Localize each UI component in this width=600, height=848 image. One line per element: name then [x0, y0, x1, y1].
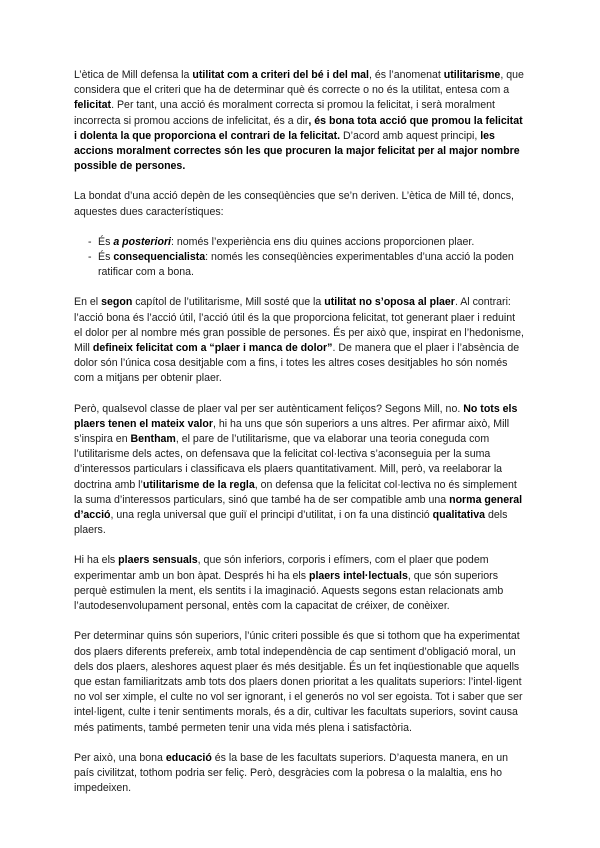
- list-bullet: -: [88, 235, 92, 248]
- paragraph-utilitarisme: L’ètica de Mill defensa la utilitat com a criteri del bé i del mal, és l’anomenat utilitarisme, que considera que el criteri que ha de determinar què és correcte o no és la utilitat, entesa com a felicitat. Per tant, una acció és moralment correcta si promou la felicitat, i serà moralment incorrecta si promou accions de infelicitat, és a dir, és bona tota acció que promou la felicitat i dolenta la que proporciona el contrari de la felicitat. D’acord amb aquest principi, les accions moralment correctes són les que procuren la major felicitat per al major nombre possible de persones.: [74, 69, 524, 173]
- paragraph-tipus-plaers: Hi ha els plaers sensuals, que són inferiors, corporis i efímers, com el plaer que podem experimentar amb un bon àpat. Després hi ha els plaers intel·lectuals, que són superiors perquè estimulen la ment, els sentits i la imaginació. Aquests segons estan relacionats amb l’autodesenvolupament personal, entès com la capacitat de créixer, de conèixer.: [74, 554, 504, 613]
- characteristics-list: [74, 235, 526, 281]
- paragraph-educacio: Per això, una bona educació és la base de les facultats superiors. D’aquesta manera, en un país civilitzat, tothom podria ser feliç. Però, desgràcies com la pobresa o la malaltia, ens ho impedeixen.: [74, 751, 509, 795]
- paragraph-criteri-superiors: Per determinar quins són superiors, l’únic criteri possible és que si tothom que ha experimentat dos plaers diferents prefereix, amb total independència de cap sentiment d’obligació moral, un dels dos plaers, aleshores aquest plaer és més desitjable. És un fet inqüestionable que aquells que estan familiaritzats amb tots dos plaers donen prioritat a les qualitats superiors: l’intel·ligent no vol ser ximple, el culte no vol ser ignorant, i el generós no vol ser egoista. Tot i saber que ser intel·ligent, culte i tenir sentiments morals, és a dir, cultivar les facultats superiors, sovint causa més patiments, també permeten tenir una vida més plena i satisfactòria.: [74, 630, 523, 734]
- list-item: [74, 250, 526, 280]
- list-item-text: És consequencialista: només les conseqüències experimentables d’una acció la poden ratificar com a bona.: [98, 251, 514, 279]
- list-item-text: És a posteriori: només l’experiència ens diu quines accions proporcionen plaer.: [98, 235, 475, 248]
- paragraph-bondat: La bondat d’una acció depèn de les conseqüències que se’n deriven. L’ètica de Mill té, doncs, aquestes dues característiques:: [74, 190, 514, 218]
- paragraph-plaers-valor: Però, qualsevol classe de plaer val per ser autènticament feliços? Segons Mill, no. No tots els plaers tenen el mateix valor, hi ha uns que són superiors a uns altres. Per afirmar això, Mill s’inspira en Bentham, el pare de l’utilitarisme, que va elaborar una teoria coneguda com l’utilitarisme dels actes, on defensava que la felicitat col·lectiva s’aconseguia per la suma d’interessos particulars i classificava els plaers quantitativament. Mill, però, va reelaborar la doctrina amb l’utilitarisme de la regla, on defensa que la felicitat col·lectiva no és simplement la suma d’interessos particulars, sinó que també ha de ser compatible amb una norma general d’acció, una regla universal que guiï el principi d’utilitat, i on fa una distinció qualitativa dels plaers.: [74, 402, 523, 537]
- list-bullet: -: [88, 251, 92, 264]
- paragraph-segon-capitol: En el segon capítol de l’utilitarisme, Mill sosté que la utilitat no s’oposa al plaer. Al contrari: l’acció bona és l’acció útil, l’acció útil és la que proporciona felicitat, tot generant plaer i reduint el dolor per al nombre més gran possible de persones. És per això que, inspirat en l’hedonisme, Mill defineix felicitat com a “plaer i manca de dolor”. De manera que el plaer i l’absència de dolor són l’única cosa desitjable com a fins, i totes les altres coses desitjables ho són només com a mitjans per obtenir plaer.: [74, 296, 524, 385]
- list-item: [74, 235, 526, 250]
